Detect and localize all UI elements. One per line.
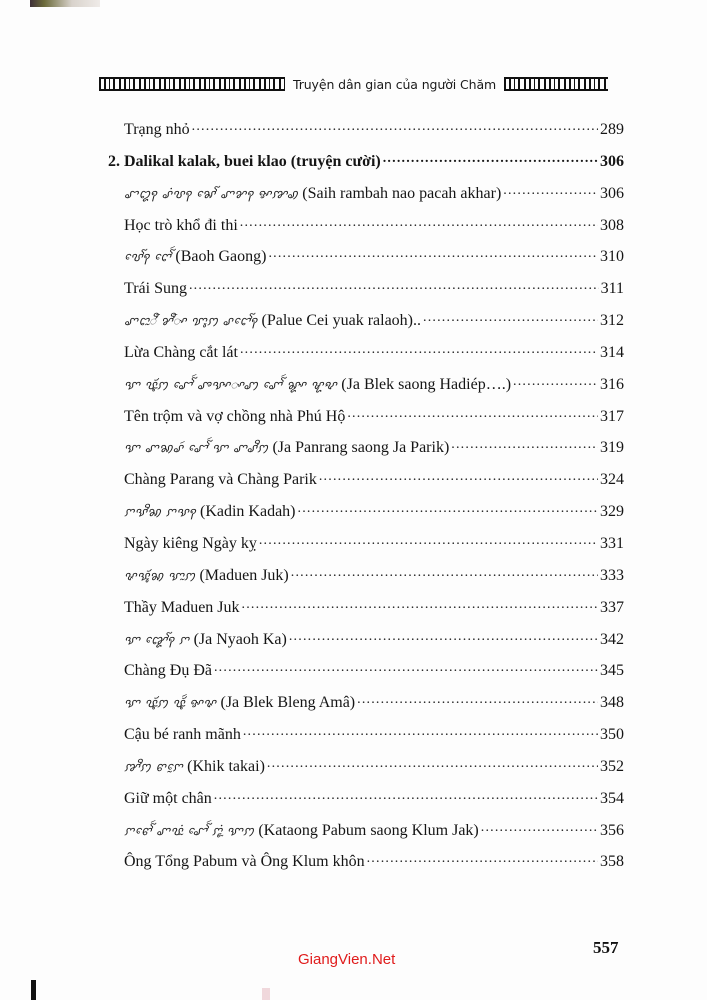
toc-entry-page: 333 [600, 566, 624, 584]
toc-entry [108, 405, 624, 437]
toc-entry [108, 819, 624, 851]
toc-entry-title [108, 471, 317, 489]
toc-entry-page: 348 [600, 694, 624, 712]
dot-leader [242, 596, 598, 612]
cham-script-title: ꨎ ꨝꨵꨮꩀ ꨝꨵꨮꩃ ꨀꨟ [124, 696, 217, 711]
cham-script-title: ꨧꨁꩍ ꨣꩌꨝꩍ ꨗꨯꨱ ꨚꨌꩍ ꨀꨇꩉ [124, 186, 299, 201]
toc-entry-page: 306 [600, 184, 624, 202]
toc-entry-title [108, 344, 238, 362]
toc-entry-label: Chàng Đụ Đã [124, 662, 212, 680]
toc-entry-label: Lừa Chàng cắt lát [124, 343, 238, 361]
toc-entry-label: (Maduen Juk) [199, 566, 289, 584]
dot-leader [240, 214, 598, 230]
dot-leader [267, 755, 598, 771]
toc-entry-page: 312 [600, 312, 624, 330]
toc-entry-page: 317 [600, 407, 624, 425]
cham-script-title: ꨚꨤꨭꨬ ꨌꨬꨳ ꨢꨶꩀ ꨣꨤꨯꨱꩍ [124, 314, 258, 329]
toc-entry-page: 350 [600, 726, 624, 744]
page-edge-mark-bottom [31, 980, 36, 1000]
toc-entry-title [108, 185, 501, 203]
toc-entry-title [108, 439, 449, 457]
toc-entry-title [108, 567, 289, 585]
toc-entry-label: Thầy Maduen Juk [124, 598, 240, 616]
toc-entry [108, 564, 624, 596]
dot-leader [367, 850, 598, 866]
toc-entry-title [108, 758, 265, 776]
toc-entry [108, 787, 624, 819]
toc-entry-label: (Kataong Pabum saong Klum Jak) [258, 821, 479, 839]
toc-entry-label: (Baoh Gaong) [175, 248, 267, 266]
toc-entry-page: 308 [600, 216, 624, 234]
toc-entry-label: (Saih rambah nao pacah akhar) [302, 184, 502, 202]
cham-script-title: ꨎ ꨑꨯꨱꩍ ꨆ [124, 632, 190, 647]
dot-leader [383, 150, 598, 166]
toc-entry-label: 2. Dalikal kalak, buei klao (truyện cười) [108, 152, 381, 170]
cham-script-title: ꨆꨕꨪꩆ ꨆꨕꩍ [124, 505, 196, 520]
toc-entry-title [108, 248, 266, 266]
toc-entry [108, 850, 624, 882]
toc-entry-title [108, 726, 241, 744]
toc-entry-title [108, 217, 238, 235]
toc-entry [108, 214, 624, 246]
toc-entry-title [108, 408, 345, 426]
toc-entry [108, 468, 624, 500]
toc-entry-page: 354 [600, 789, 624, 807]
toc-entry-page: 356 [600, 821, 624, 839]
dot-leader [268, 245, 598, 261]
toc-entry-page: 331 [600, 534, 624, 552]
dot-leader [481, 819, 598, 835]
toc-entry-title [108, 280, 187, 298]
toc-entry-title [108, 853, 365, 871]
toc-entry-page: 324 [600, 471, 624, 489]
toc-entry-title [108, 153, 381, 171]
cham-script-title: ꨎ ꨚꩆꨣꩃ ꨧꨯꨱꩃ ꨎ ꨚꨣꨪꩀ [124, 441, 269, 456]
toc-entry-label: Ngày kiêng Ngày kỵ [124, 534, 257, 552]
toc-entry-page: 314 [600, 343, 624, 361]
dot-leader [513, 373, 598, 389]
watermark: GiangVien.Net [298, 951, 396, 968]
dot-leader [357, 691, 598, 707]
toc-entry-page: 352 [600, 757, 624, 775]
toc-entry-title [108, 376, 511, 394]
ornament-left-icon [99, 77, 285, 91]
toc-entry-label: Học trò khổ đi thi [124, 216, 238, 234]
toc-entry [108, 182, 624, 214]
dot-leader [189, 277, 599, 293]
toc-entry-page: 306 [600, 152, 624, 170]
dot-leader [451, 436, 598, 452]
toc-entry-page: 342 [600, 630, 624, 648]
toc-entry-page: 311 [600, 280, 624, 298]
toc-entry-title [108, 121, 190, 139]
toc-entry-label: (Ja Blek saong Hadiép….) [341, 375, 512, 393]
dot-leader [259, 532, 598, 548]
cham-script-title: ꨇꨪꩀ ꨓꨆꨰ [124, 759, 184, 774]
toc-entry [108, 691, 624, 723]
toc-entry-label: Giữ một chân [124, 789, 212, 807]
toc-entry-title [108, 312, 421, 330]
toc-entry-title [108, 662, 212, 680]
toc-entry-title [108, 599, 240, 617]
toc-entry-page: 289 [600, 121, 624, 138]
toc-entry-page: 319 [600, 439, 624, 457]
page-smudge [262, 988, 270, 1000]
toc-entry-label: (Ja Panrang saong Ja Parik) [272, 439, 450, 457]
toc-entry-page: 310 [600, 248, 624, 266]
cham-script-title: ꨎ ꨝꨵꨮꩀ ꨧꨯꨱꩃ ꨨꨕꨳꨳꩇ ꨚꨯꨱꩃ ꨘꨳ ꨠꨦ [124, 377, 338, 392]
toc-entry-page: 337 [600, 598, 624, 616]
toc-entry-label: Chàng Parang và Chàng Parik [124, 471, 317, 489]
toc-entry [108, 500, 624, 532]
toc-entry [108, 277, 624, 309]
toc-entry [108, 532, 624, 564]
page-number: 557 [593, 938, 619, 957]
toc-entry-title [108, 503, 296, 521]
toc-entry-title [108, 631, 287, 649]
toc-entry-title [108, 694, 355, 712]
toc-entry-label: Trạng nhỏ [124, 121, 190, 138]
toc-entry-page: 329 [600, 503, 624, 521]
toc-entry-page: 358 [600, 853, 624, 871]
toc-entry [108, 596, 624, 628]
dot-leader [298, 500, 599, 516]
dot-leader [291, 564, 598, 580]
toc-entry-label: Ông Tổng Pabum và Ông Klum khôn [124, 853, 365, 871]
toc-entry-label: (Khik takai) [187, 757, 265, 775]
toc-entry-page: 316 [600, 375, 624, 393]
toc-entry [108, 118, 624, 150]
toc-entry [108, 373, 624, 405]
cham-script-title: ꨟꨕꨶꨮꩆ ꨎꨭꩀ [124, 568, 196, 583]
toc-entry-label: (Ja Nyaoh Ka) [193, 630, 287, 648]
toc-entry-label: Tên trộm và vợ chồng nhà Phú Hộ [124, 407, 346, 425]
toc-entry [108, 436, 624, 468]
dot-leader [319, 468, 598, 484]
dot-leader [503, 182, 598, 198]
dot-leader [240, 341, 598, 357]
dot-leader [289, 628, 598, 644]
cham-script-title: ꨝꨯꨱꩍ ꨈꨯꨱꩃ [124, 250, 172, 265]
toc-entry-label: (Ja Blek Bleng Amâ) [220, 694, 356, 712]
toc-entry [108, 659, 624, 691]
toc-entry-label: Trái Sung [124, 280, 187, 298]
toc-entry-label: (Kadin Kadah) [199, 503, 296, 521]
toc-entry [108, 755, 624, 787]
dot-leader [214, 659, 598, 675]
dot-leader [192, 118, 598, 134]
running-header [99, 72, 614, 96]
dot-leader [423, 309, 598, 325]
toc-entry-label: Cậu bé ranh mãnh [124, 726, 241, 744]
toc-entry [108, 150, 624, 182]
dot-leader [347, 405, 598, 421]
ornament-right-icon [504, 77, 608, 91]
toc-entry [108, 245, 624, 277]
dot-leader [214, 787, 598, 803]
page-edge-mark [30, 0, 100, 7]
dot-leader [243, 723, 598, 739]
cham-script-title: ꨆꨓꨯꨱꩃ ꨚꨝꨭꩌ ꨧꨯꨱꩃ ꨆꨵꨭꩌ ꨎꩀ [124, 823, 255, 838]
toc-entry [108, 723, 624, 755]
table-of-contents [108, 118, 624, 882]
toc-entry-label: (Palue Cei yuak ralaoh).. [261, 312, 421, 330]
toc-entry [108, 309, 624, 341]
toc-entry-title [108, 822, 479, 840]
toc-entry-page: 345 [600, 662, 624, 680]
running-header-title: Truyện dân gian của người Chăm [293, 76, 497, 92]
toc-entry [108, 628, 624, 660]
toc-entry-title [108, 535, 257, 553]
toc-entry [108, 341, 624, 373]
toc-entry-title [108, 790, 212, 808]
